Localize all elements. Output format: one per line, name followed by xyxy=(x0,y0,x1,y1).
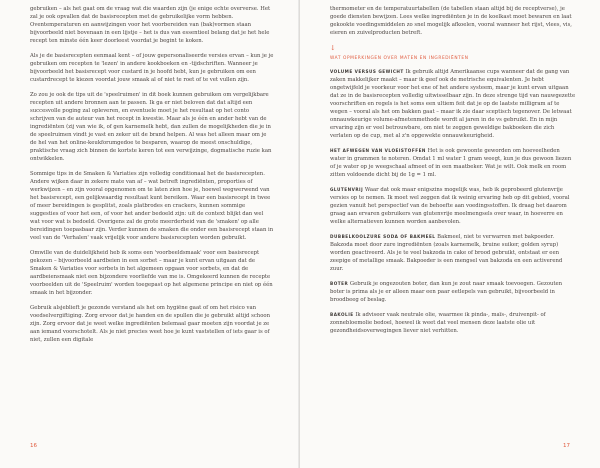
entry-text: Ik gebruik altijd Amerikaanse cups wanneer dat de gang van zaken makkelijker maakt – maar ik geef ook de metrische equivalenten. Je hebt ongetwijfeld je voorkeur voor het ene of het andere systeem, maar je kunt ervan uitgaan dat ze in de basisrecepten volledig uitwisselbaar zijn. In deze strenge tijd van nauwgezette voorschriften en regels is het soms een ultiem feit dat je op de laatste milligram af te wegen – vooral als het om bakken gaat – maar ik zie daar sceptisch tegenover. De letwaat onnauwkeurige volume-afmetenmethode wordt al jaren in de vs gebruikt. En in mijn ervaring zijn er veel betrouwbare, om niet te zeggen geweldige bakboeken die zich verlaten op de cup, met al z'n opgewekte onnauwkeurigheid. xyxy=(330,69,576,139)
entry-text: Bakmeel, niet te verwarren met bakpoeder. Bakzoda moet door zure ingrediënten (zoals karnemelk, bruine suiker, golden syrup) worden geactiveerd. Als je te veel bakzoda in cake of brood gebruikt, ontstaat er een zeepige of metallige smaak. Bakpoeder is een mengsel van bakzoda en een activerend zuur. xyxy=(330,234,563,272)
arrow-down-icon: ↓ xyxy=(330,44,336,52)
left-text-column xyxy=(30,0,274,344)
body-paragraph: Gebruik alsjeblieft je gezonde verstand als het om hygiëne gaat of om het risico van voedselvergiftiging. Zorg ervoor dat je handen en de spullen die je gebruikt altijd schoon zijn. Zorg ervoor dat je weet welke ingrediënten belemaal gaar moeten zijn voordat je ze aan iemand voorschotelt. Als je niet precies weet hoe je kunt vaststellen of iets gaar is of niet, zullen een digitale xyxy=(30,305,270,343)
body-paragraph: gebruiken – als het gaat om de vraag wat die waarden zijn (je enige echte oververse. Het zal je ook opvallen dat de basisrecepten met de gebruikelijke vorm hebben. Oventemperaturen en aanwijzingen voor het voorbereiden van (bak)vormen staan bijvoorbeeld niet bovenaan in een lijstje – het is dus van essentieel belang dat je het hele recept ten minste één keer doorleest voordat je begint te koken. xyxy=(30,6,271,44)
entry-text: Het is ook gewoonte geworden om hoeveelheden water in grammen te noteren. Omdat 1 ml water 1 gram weegt, kun je dus gewoon liezen of je water op je weegschaal afmeet of in een maatbeker. Wat je wilt. Ook melk en room zitten voldoende dicht bij de 1g = 1 ml. xyxy=(330,148,572,178)
entry-heading: BAKOLIE xyxy=(330,312,354,317)
right-page-number: 17 xyxy=(563,443,570,449)
entry-heading: VOLUME VERSUS GEWICHT xyxy=(330,69,404,74)
entry-heading: BOTER xyxy=(330,281,349,286)
entry-heading: GLUTENVRIJ xyxy=(330,187,364,192)
body-paragraph: Zo zou je ook de tips uit de 'speelruimen' in dit boek kunnen gebruiken om vergelijkbare recepten uit andere bronnen aan te passen. Ik ga er niet beloven dat dat altijd een succesvolle poging zal opleveren, en eventuele moet je het resultaat op het conto schrijven van de auteur van het recept in kwestie. Maar als je één en ander hebt van de ingrediënten (zij van wie ik, of gen karnemelk hebt, dan zullen de mogelijkheden die je in de speelruimen vindt je vast en zeker uit de brand helpen. Al was het alleen maar om je de hel van het online-keukforumgedoe te besparen, waarop de meest onschuldige, praktische vraag zich binnen de kortste keren tot een verwijzinge, dogmatische ruzie kan ontwikkelen. xyxy=(30,92,272,162)
glossary-entry xyxy=(330,68,576,140)
entry-heading: HET AFWEGEN VAN VLOEISTOFFEN xyxy=(330,148,426,153)
glossary-entry xyxy=(330,186,576,226)
glossary-entry xyxy=(330,233,576,273)
entries-list xyxy=(330,68,576,335)
body-paragraph: Als je de basisrecepten eenmaal kent – of jouw gepersonaliseerde versies ervan – kun je je gebruiken om recepten te 'lezen' in andere kookboeken en -tijdschriften. Wanneer je bijvoorbeeld het basisrecept voor custard in je hoofd hebt, kun je gebruiken om een custardrecept te kiezen voordat jouw smaak al of niet te roet of te vet vullen zijn. xyxy=(30,53,274,83)
entry-text: Waar dat ook maar enigszins mogelijk was, heb ik geprobeerd glutenvrije versies op te nemen. Ik moet wel zeggen dat ik weinig ervaring heb op dit gebied, vooral gezien vanuit het perspectief van de behoefte aan voedingsstoffen. Ik draag het daarom graag aan ervaren gebruikers van glutenvrije meelmengsels over waar, in hoeverre en welke alternatieven kunnen worden aanbevolen. xyxy=(330,187,570,225)
left-page-number: 16 xyxy=(30,443,37,449)
body-paragraph: Sommige tips in de Smaken & Variaties zijn volledig conditionaal het de basisrecepten. Andere wijken daar in zekere mate van af – wat betreft ingrediënten, proporties of werkwijzen – en zijn vooral opgenomen om te laten zien hoe je, hoewel wegwerwend van het basisrecept, een gelijkwaardig resultaat kunt bereiken. Waar een basisrecept in twee of meer bereidingen is gesplitst, zoals platbrodes en crackers, kunnen sommige suggesties of voor het een, of voor het ander bedoeld zijn: uit de context blijkt dan wel wat voor wat is bedoeld. Overigens zal de grote meerderheid van de 'smaken' op alle bereidingen toepasbaar zijn. Verder kunnen de smaken die onder een basisrecept staan in veel van de 'Verhalen' vaak vrijelijk voor andere basisrecepten worden gebruikt. xyxy=(30,171,274,241)
glossary-entry xyxy=(330,280,576,304)
entry-text: Gebruik je ongezouten boter, dan kun je zout naar smaak toevoegen. Gezouten boter is prima als je er alleen maar een paar eetlepels van gebruikt, bijvoorbeeld in broodbeeg of beslag. xyxy=(330,281,563,303)
intro-paragraph: thermometer en de temperatuurtabellen (de tabellen staan altijd bij de receptverse), je goede diensten bewijzen. Lees welke ingrediënten je in de koelkast moet bewaren en laat gekookte voedingsmiddelen zo snel mogelijk afkoelen, vooral wanneer het rijst, vlees, vis, eieren en zuivelproducten betreft. xyxy=(330,6,572,36)
glossary-entry xyxy=(330,311,576,335)
glossary-entry xyxy=(330,147,576,179)
right-page xyxy=(300,0,600,468)
right-text-column xyxy=(330,0,576,335)
entry-heading: DUBBELKOOLZURE SODA OF BAKMEEL xyxy=(330,234,436,239)
body-paragraph: Omwille van de duidelijkheid heb ik soms een 'voorbeeldsmaak' voor een basisrecept gekozen – bijvoorbeeld aardbeien in een sorbet – maar je kunt ervan uitgaan dat de Smaken & Variaties voor sorbets in het algemeen opgaan voor sorbets, en dat de aardbeiensmaak niet een bijzondere voorliefde van me is. Omgekeerd kunnen de recepte voorbeelden uit de 'Speelruim' worden toegepast op het algemene principe en niet op één smaak in het bijzonder. xyxy=(30,250,273,296)
entry-text: Ik adviseer vaak neutrale olie, waarmee ik pinda-, maïs-, druivenpit- of zonnebloemolie bedoel, hoewel ik weet dat veel mensen deze laatste olie uit gezondheidsoverwegingen liever niet verhitten. xyxy=(330,312,546,334)
section-heading: WAT OPMERKINGEN OVER MATEN EN INGREDIËNTEN xyxy=(330,56,469,61)
